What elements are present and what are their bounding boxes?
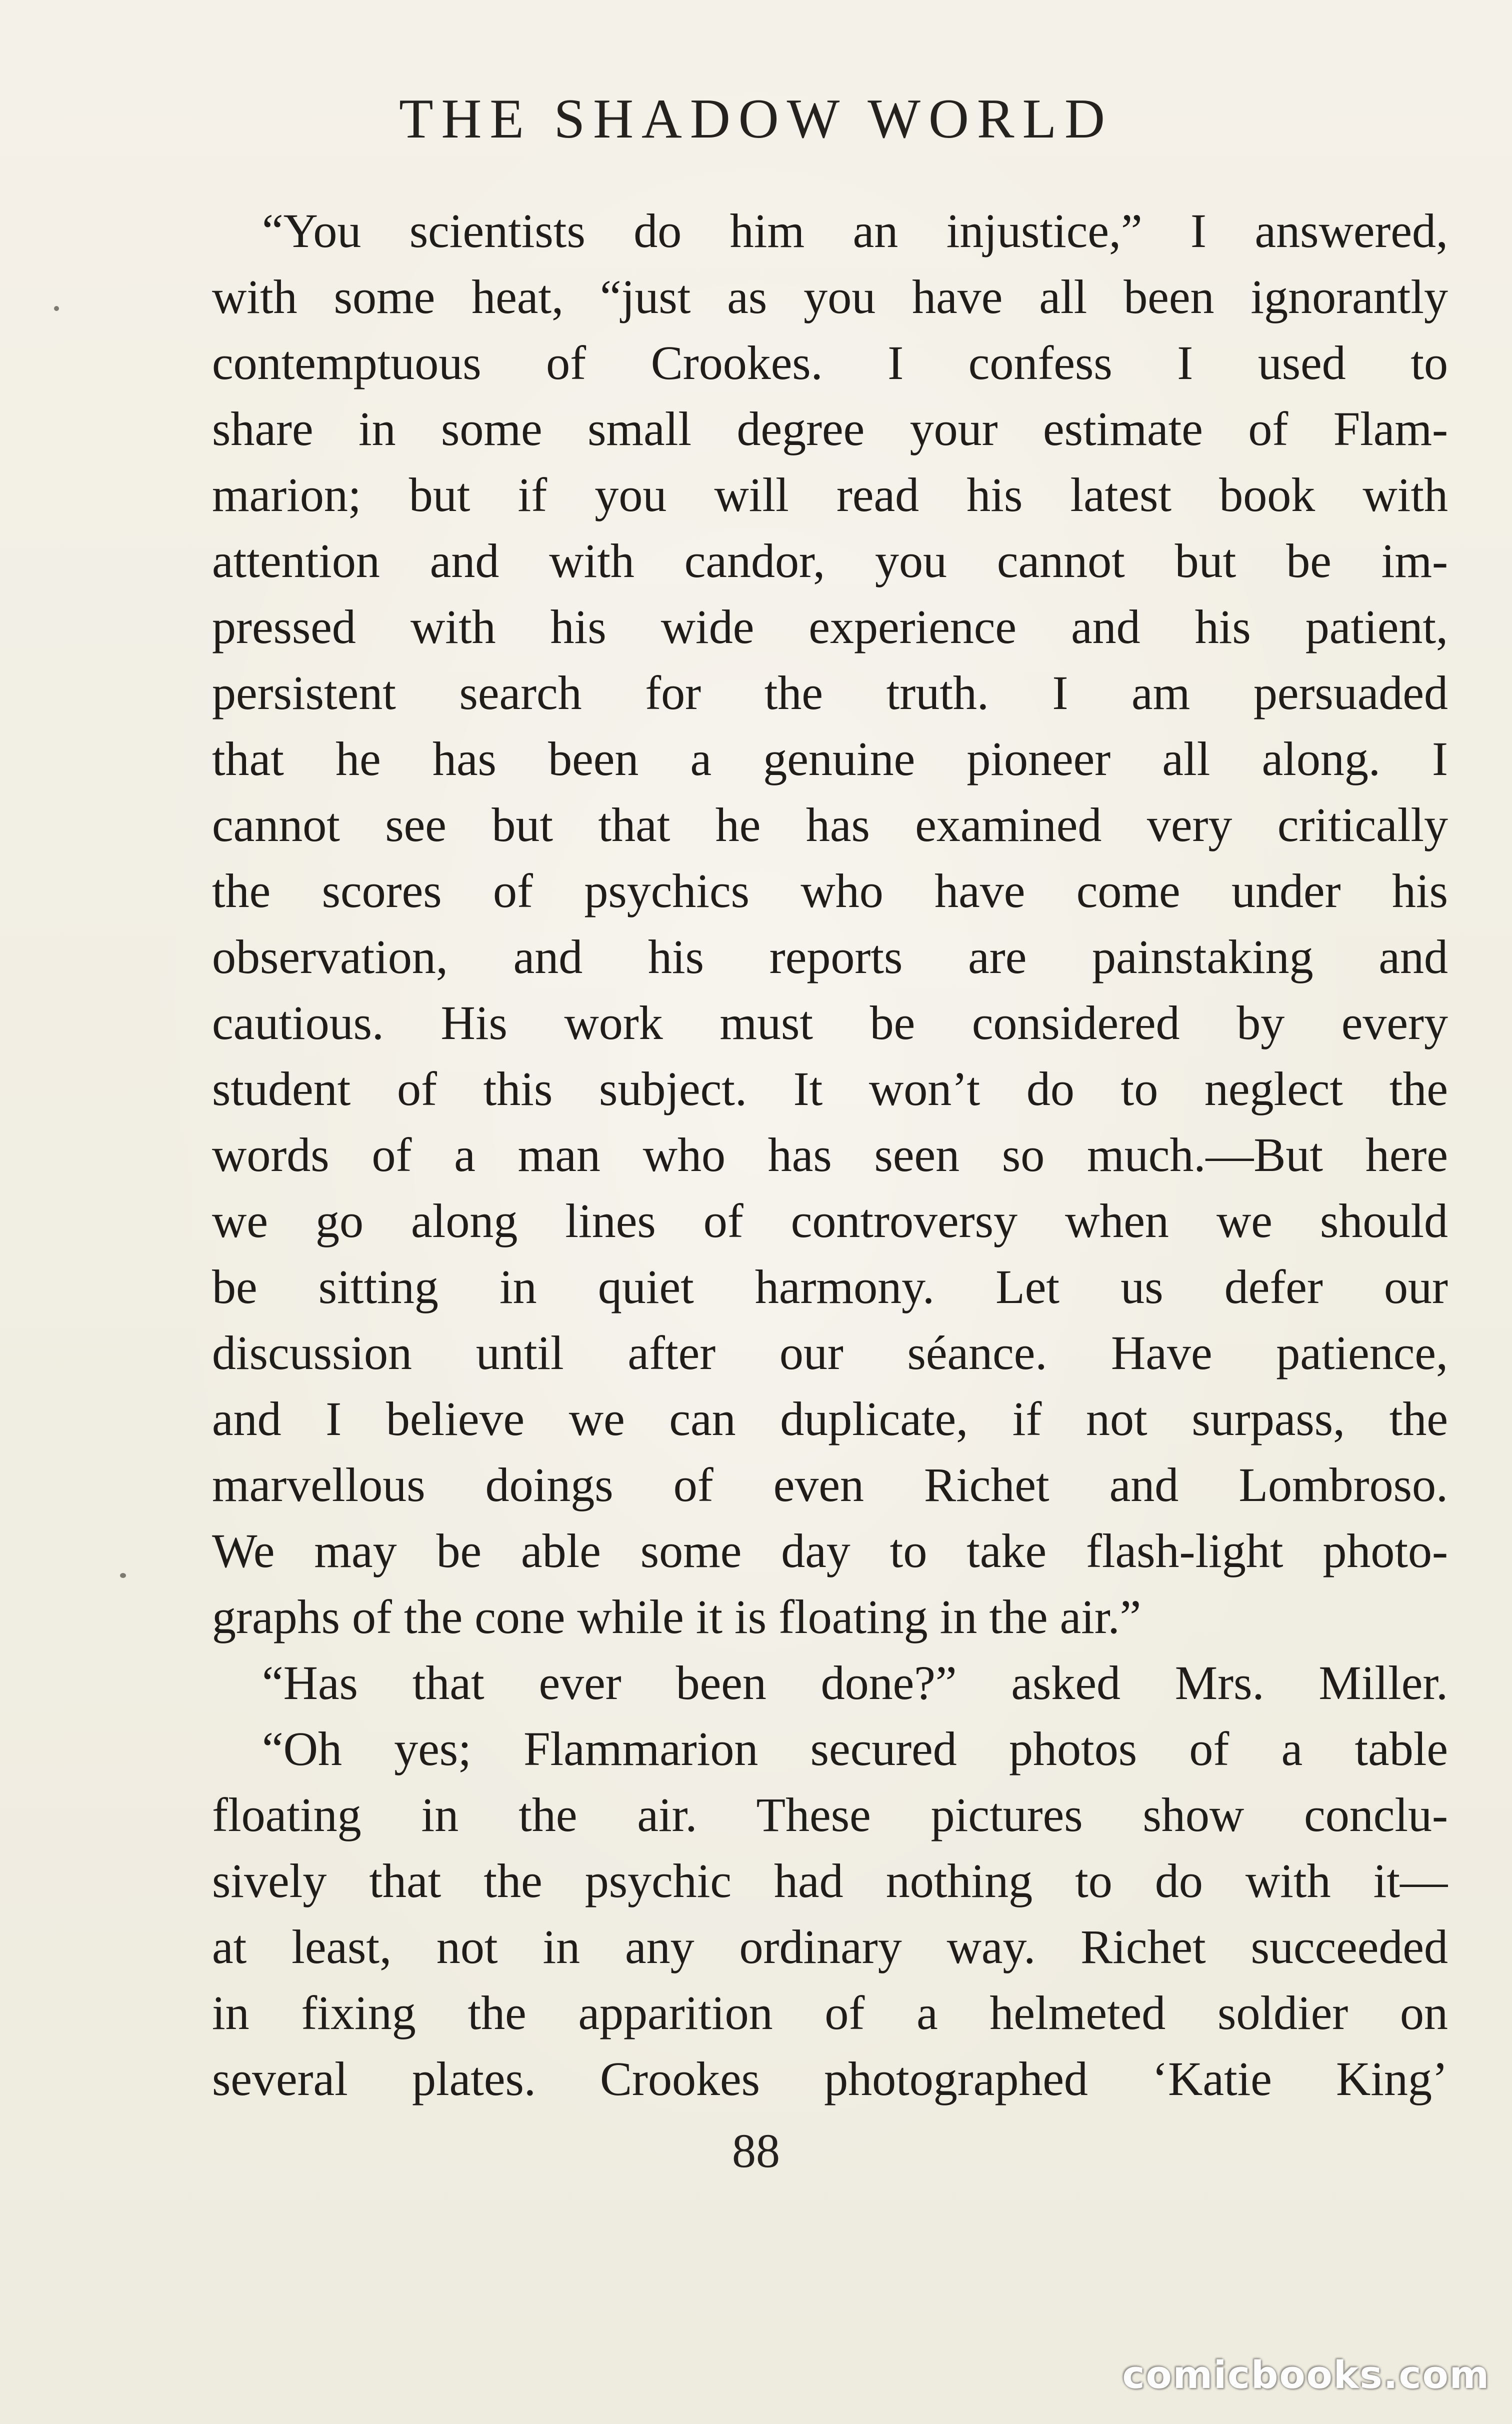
text-line: with some heat, “just as you have all been ignorantly bbox=[212, 270, 1448, 324]
text-line: pressed with his wide experience and his patient, bbox=[212, 600, 1448, 654]
text-line: share in some small degree your estimate of Flam- bbox=[212, 402, 1448, 456]
text-line: words of a man who has seen so much.—But here bbox=[212, 1128, 1448, 1182]
text-line: “You scientists do him an injustice,” I answered, bbox=[262, 204, 1448, 258]
text-line: “Oh yes; Flammarion secured photos of a table bbox=[262, 1722, 1448, 1776]
page-number: 88 bbox=[732, 2124, 780, 2178]
text-line: attention and with candor, you cannot but be im- bbox=[212, 534, 1448, 588]
text-line: contemptuous of Crookes. I confess I used to bbox=[212, 336, 1448, 390]
text-line: at least, not in any ordinary way. Richet succeeded bbox=[212, 1920, 1448, 1974]
body-text bbox=[212, 198, 1448, 2112]
text-line: “Has that ever been done?” asked Mrs. Miller. bbox=[262, 1656, 1448, 1710]
text-line: in fixing the apparition of a helmeted soldier on bbox=[212, 1986, 1448, 2040]
watermark: comicbooks.com bbox=[1122, 2352, 1490, 2397]
text-line: marvellous doings of even Richet and Lombroso. bbox=[212, 1458, 1448, 1512]
text-line: several plates. Crookes photographed ‘Katie King’ bbox=[212, 2052, 1448, 2106]
text-line: cannot see but that he has examined very critically bbox=[212, 798, 1448, 852]
text-line: we go along lines of controversy when we should bbox=[212, 1194, 1448, 1248]
text-line: cautious. His work must be considered by every bbox=[212, 996, 1448, 1050]
text-line: graphs of the cone while it is floating in the air.” bbox=[212, 1590, 1142, 1644]
text-line: be sitting in quiet harmony. Let us defer our bbox=[212, 1260, 1448, 1314]
text-line: floating in the air. These pictures show conclu- bbox=[212, 1788, 1448, 1842]
paper-speck bbox=[120, 1573, 126, 1578]
text-line: marion; but if you will read his latest book with bbox=[212, 468, 1448, 522]
text-line: that he has been a genuine pioneer all along. I bbox=[212, 732, 1448, 786]
text-line: discussion until after our séance. Have patience, bbox=[212, 1326, 1448, 1380]
text-line: the scores of psychics who have come under his bbox=[212, 864, 1448, 918]
paper-speck bbox=[54, 306, 59, 311]
text-line: sively that the psychic had nothing to do with it— bbox=[212, 1854, 1448, 1908]
text-line: observation, and his reports are painstaking and bbox=[212, 930, 1448, 984]
running-head: THE SHADOW WORLD bbox=[399, 88, 1113, 150]
text-line: persistent search for the truth. I am persuaded bbox=[212, 666, 1448, 720]
text-line: We may be able some day to take flash-light photo- bbox=[212, 1524, 1448, 1578]
text-line: and I believe we can duplicate, if not surpass, the bbox=[212, 1392, 1448, 1446]
text-line: student of this subject. It won’t do to neglect the bbox=[212, 1062, 1448, 1116]
